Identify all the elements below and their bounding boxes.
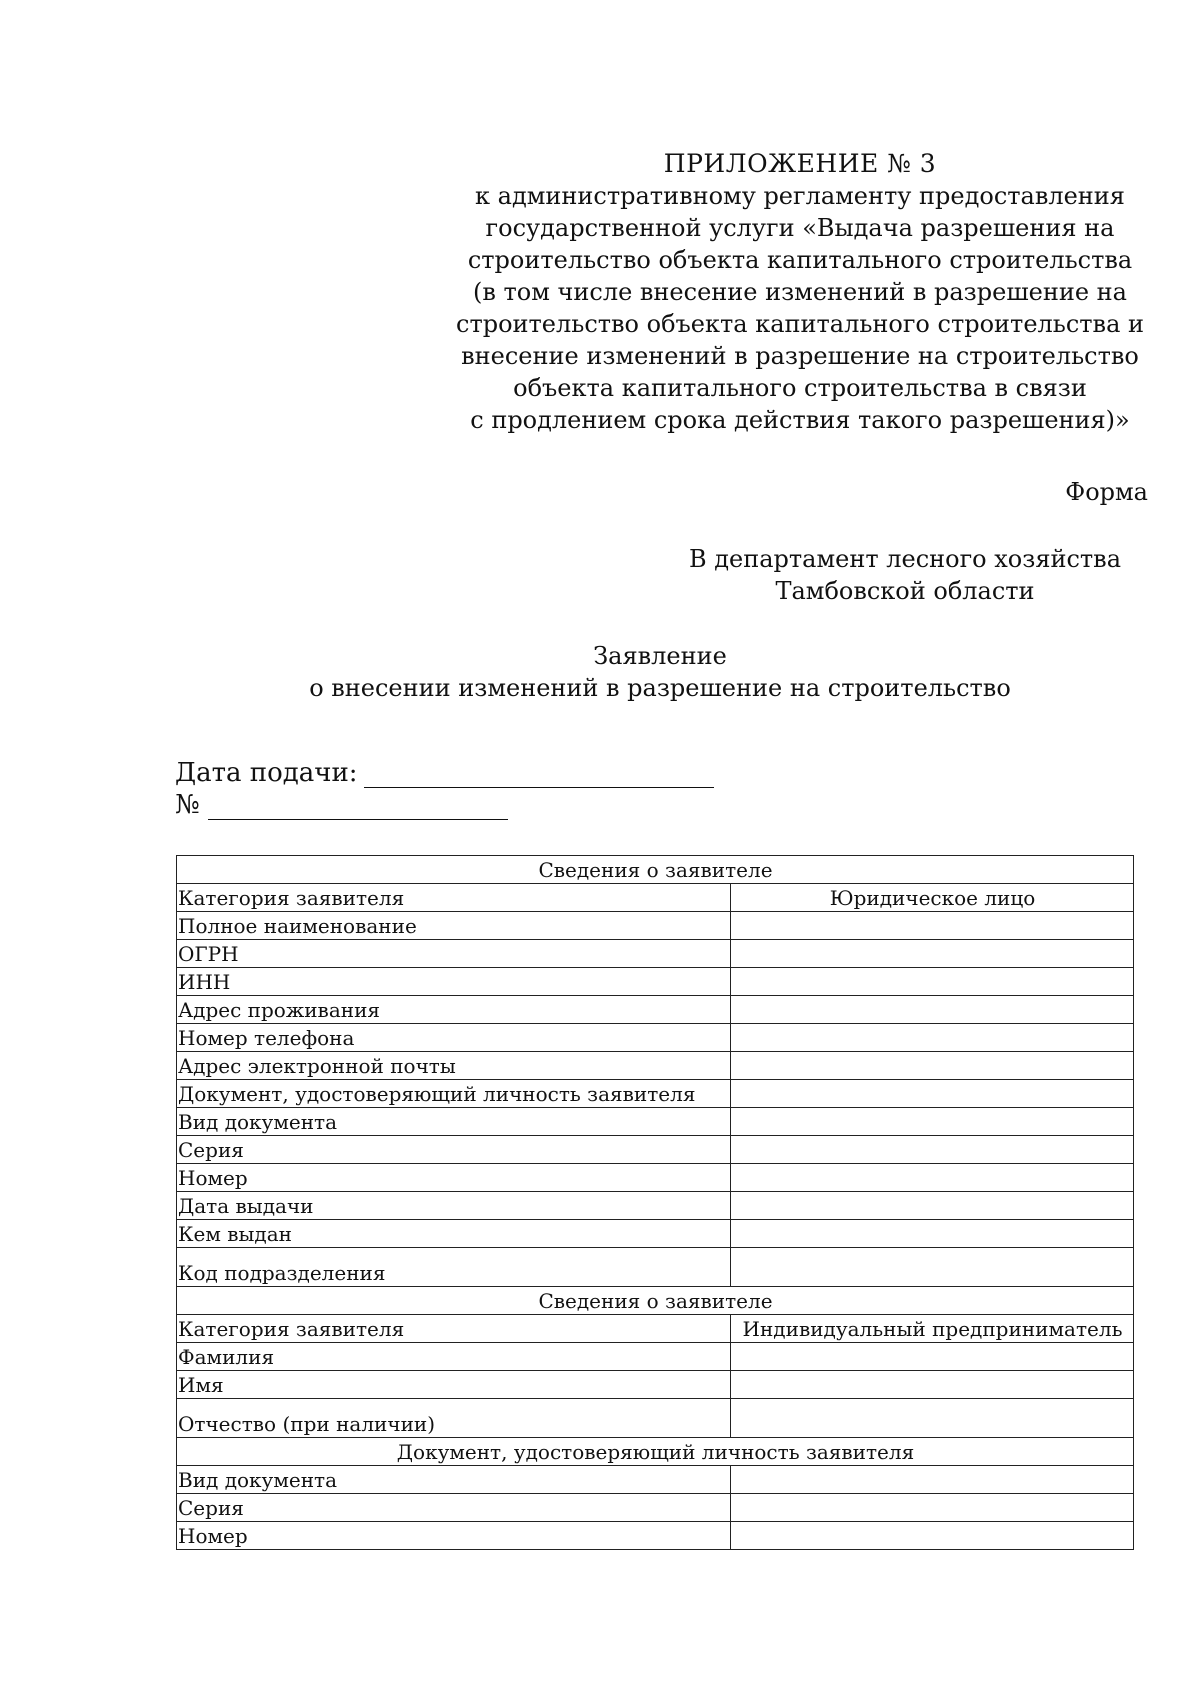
table-row [177, 856, 1134, 884]
applicant-table [176, 855, 1134, 1550]
recipient-block [680, 543, 1130, 607]
row-value-cell[interactable] [731, 1343, 1134, 1371]
table-row [177, 1248, 1134, 1287]
row-label: Серия [177, 1494, 731, 1522]
form-label: Форма [1065, 478, 1148, 506]
table-row [177, 1052, 1134, 1080]
row-label: Отчество (при наличии) [177, 1399, 731, 1438]
appendix-header [450, 148, 1150, 436]
table-row [177, 1371, 1134, 1399]
submission-date-label: Дата подачи: [175, 758, 358, 788]
table-row [177, 1080, 1134, 1108]
row-value-cell[interactable] [731, 1399, 1134, 1438]
appendix-title: ПРИЛОЖЕНИЕ № 3 [663, 149, 937, 178]
row-value-cell[interactable] [731, 1522, 1134, 1550]
row-value-cell[interactable] [731, 996, 1134, 1024]
appendix-line: (в том числе внесение изменений в разрешение на [473, 278, 1127, 306]
row-value-cell[interactable] [731, 1108, 1134, 1136]
table-row [177, 1024, 1134, 1052]
table-row [177, 1315, 1134, 1343]
row-value-cell[interactable] [731, 968, 1134, 996]
table-row [177, 968, 1134, 996]
category-label: Категория заявителя [177, 884, 731, 912]
row-label: Номер [177, 1522, 731, 1550]
row-value-cell[interactable] [731, 1466, 1134, 1494]
statement-title: Заявление [593, 642, 727, 670]
appendix-line: государственной услуги «Выдача разрешения на [485, 214, 1115, 242]
row-label: Имя [177, 1371, 731, 1399]
appendix-line: строительство объекта капитального строительства [467, 246, 1133, 274]
section-header: Сведения о заявителе [177, 856, 1134, 884]
table-row [177, 1466, 1134, 1494]
row-value-cell[interactable] [731, 1024, 1134, 1052]
appendix-line: объекта капитального строительства в связи [513, 374, 1087, 402]
table-row [177, 1494, 1134, 1522]
table-row [177, 1438, 1134, 1466]
table-row [177, 1399, 1134, 1438]
table-row [177, 1522, 1134, 1550]
row-value-cell[interactable] [731, 1164, 1134, 1192]
row-label: Дата выдачи [177, 1192, 731, 1220]
category-value: Индивидуальный предприниматель [731, 1315, 1134, 1343]
table-row [177, 996, 1134, 1024]
row-label: Фамилия [177, 1343, 731, 1371]
row-value-cell[interactable] [731, 940, 1134, 968]
table-row [177, 1220, 1134, 1248]
table-row [177, 1108, 1134, 1136]
submission-date [175, 758, 714, 788]
row-value-cell[interactable] [731, 1192, 1134, 1220]
row-label: Адрес проживания [177, 996, 731, 1024]
row-label: ИНН [177, 968, 731, 996]
row-label: Серия [177, 1136, 731, 1164]
row-label: Номер телефона [177, 1024, 731, 1052]
recipient-line-2: Тамбовской области [775, 577, 1035, 605]
submission-number-field[interactable] [208, 795, 508, 820]
row-label: Номер [177, 1164, 731, 1192]
row-label: Кем выдан [177, 1220, 731, 1248]
row-value-cell[interactable] [731, 1136, 1134, 1164]
recipient-line-1: В департамент лесного хозяйства [688, 545, 1121, 573]
table-row [177, 912, 1134, 940]
statement-heading [170, 640, 1150, 704]
row-value-cell[interactable] [731, 1052, 1134, 1080]
table-row [177, 1136, 1134, 1164]
row-value-cell[interactable] [731, 1220, 1134, 1248]
submission-number-label: № [175, 790, 200, 820]
appendix-line: внесение изменений в разрешение на строительство [461, 342, 1139, 370]
category-value: Юридическое лицо [731, 884, 1134, 912]
appendix-line: строительство объекта капитального строительства и [456, 310, 1144, 338]
row-value-cell[interactable] [731, 1494, 1134, 1522]
appendix-line: с продлением срока действия такого разрешения)» [470, 406, 1130, 434]
table-row [177, 1343, 1134, 1371]
table-row [177, 884, 1134, 912]
row-value-cell[interactable] [731, 1371, 1134, 1399]
row-label: Адрес электронной почты [177, 1052, 731, 1080]
submission-number [175, 790, 508, 820]
section-header: Документ, удостоверяющий личность заявителя [177, 1438, 1134, 1466]
table-row [177, 1287, 1134, 1315]
category-label: Категория заявителя [177, 1315, 731, 1343]
statement-subtitle: о внесении изменений в разрешение на строительство [309, 674, 1011, 702]
section-header: Сведения о заявителе [177, 1287, 1134, 1315]
row-value-cell[interactable] [731, 912, 1134, 940]
row-label: Документ, удостоверяющий личность заявителя [177, 1080, 731, 1108]
row-label: Код подразделения [177, 1248, 731, 1287]
row-label: ОГРН [177, 940, 731, 968]
table-row [177, 940, 1134, 968]
row-value-cell[interactable] [731, 1080, 1134, 1108]
row-label: Вид документа [177, 1466, 731, 1494]
table-row [177, 1164, 1134, 1192]
table-row [177, 1192, 1134, 1220]
appendix-line: к административному регламенту предоставления [475, 182, 1125, 210]
row-label: Вид документа [177, 1108, 731, 1136]
row-value-cell[interactable] [731, 1248, 1134, 1287]
submission-date-field[interactable] [364, 761, 714, 788]
row-label: Полное наименование [177, 912, 731, 940]
